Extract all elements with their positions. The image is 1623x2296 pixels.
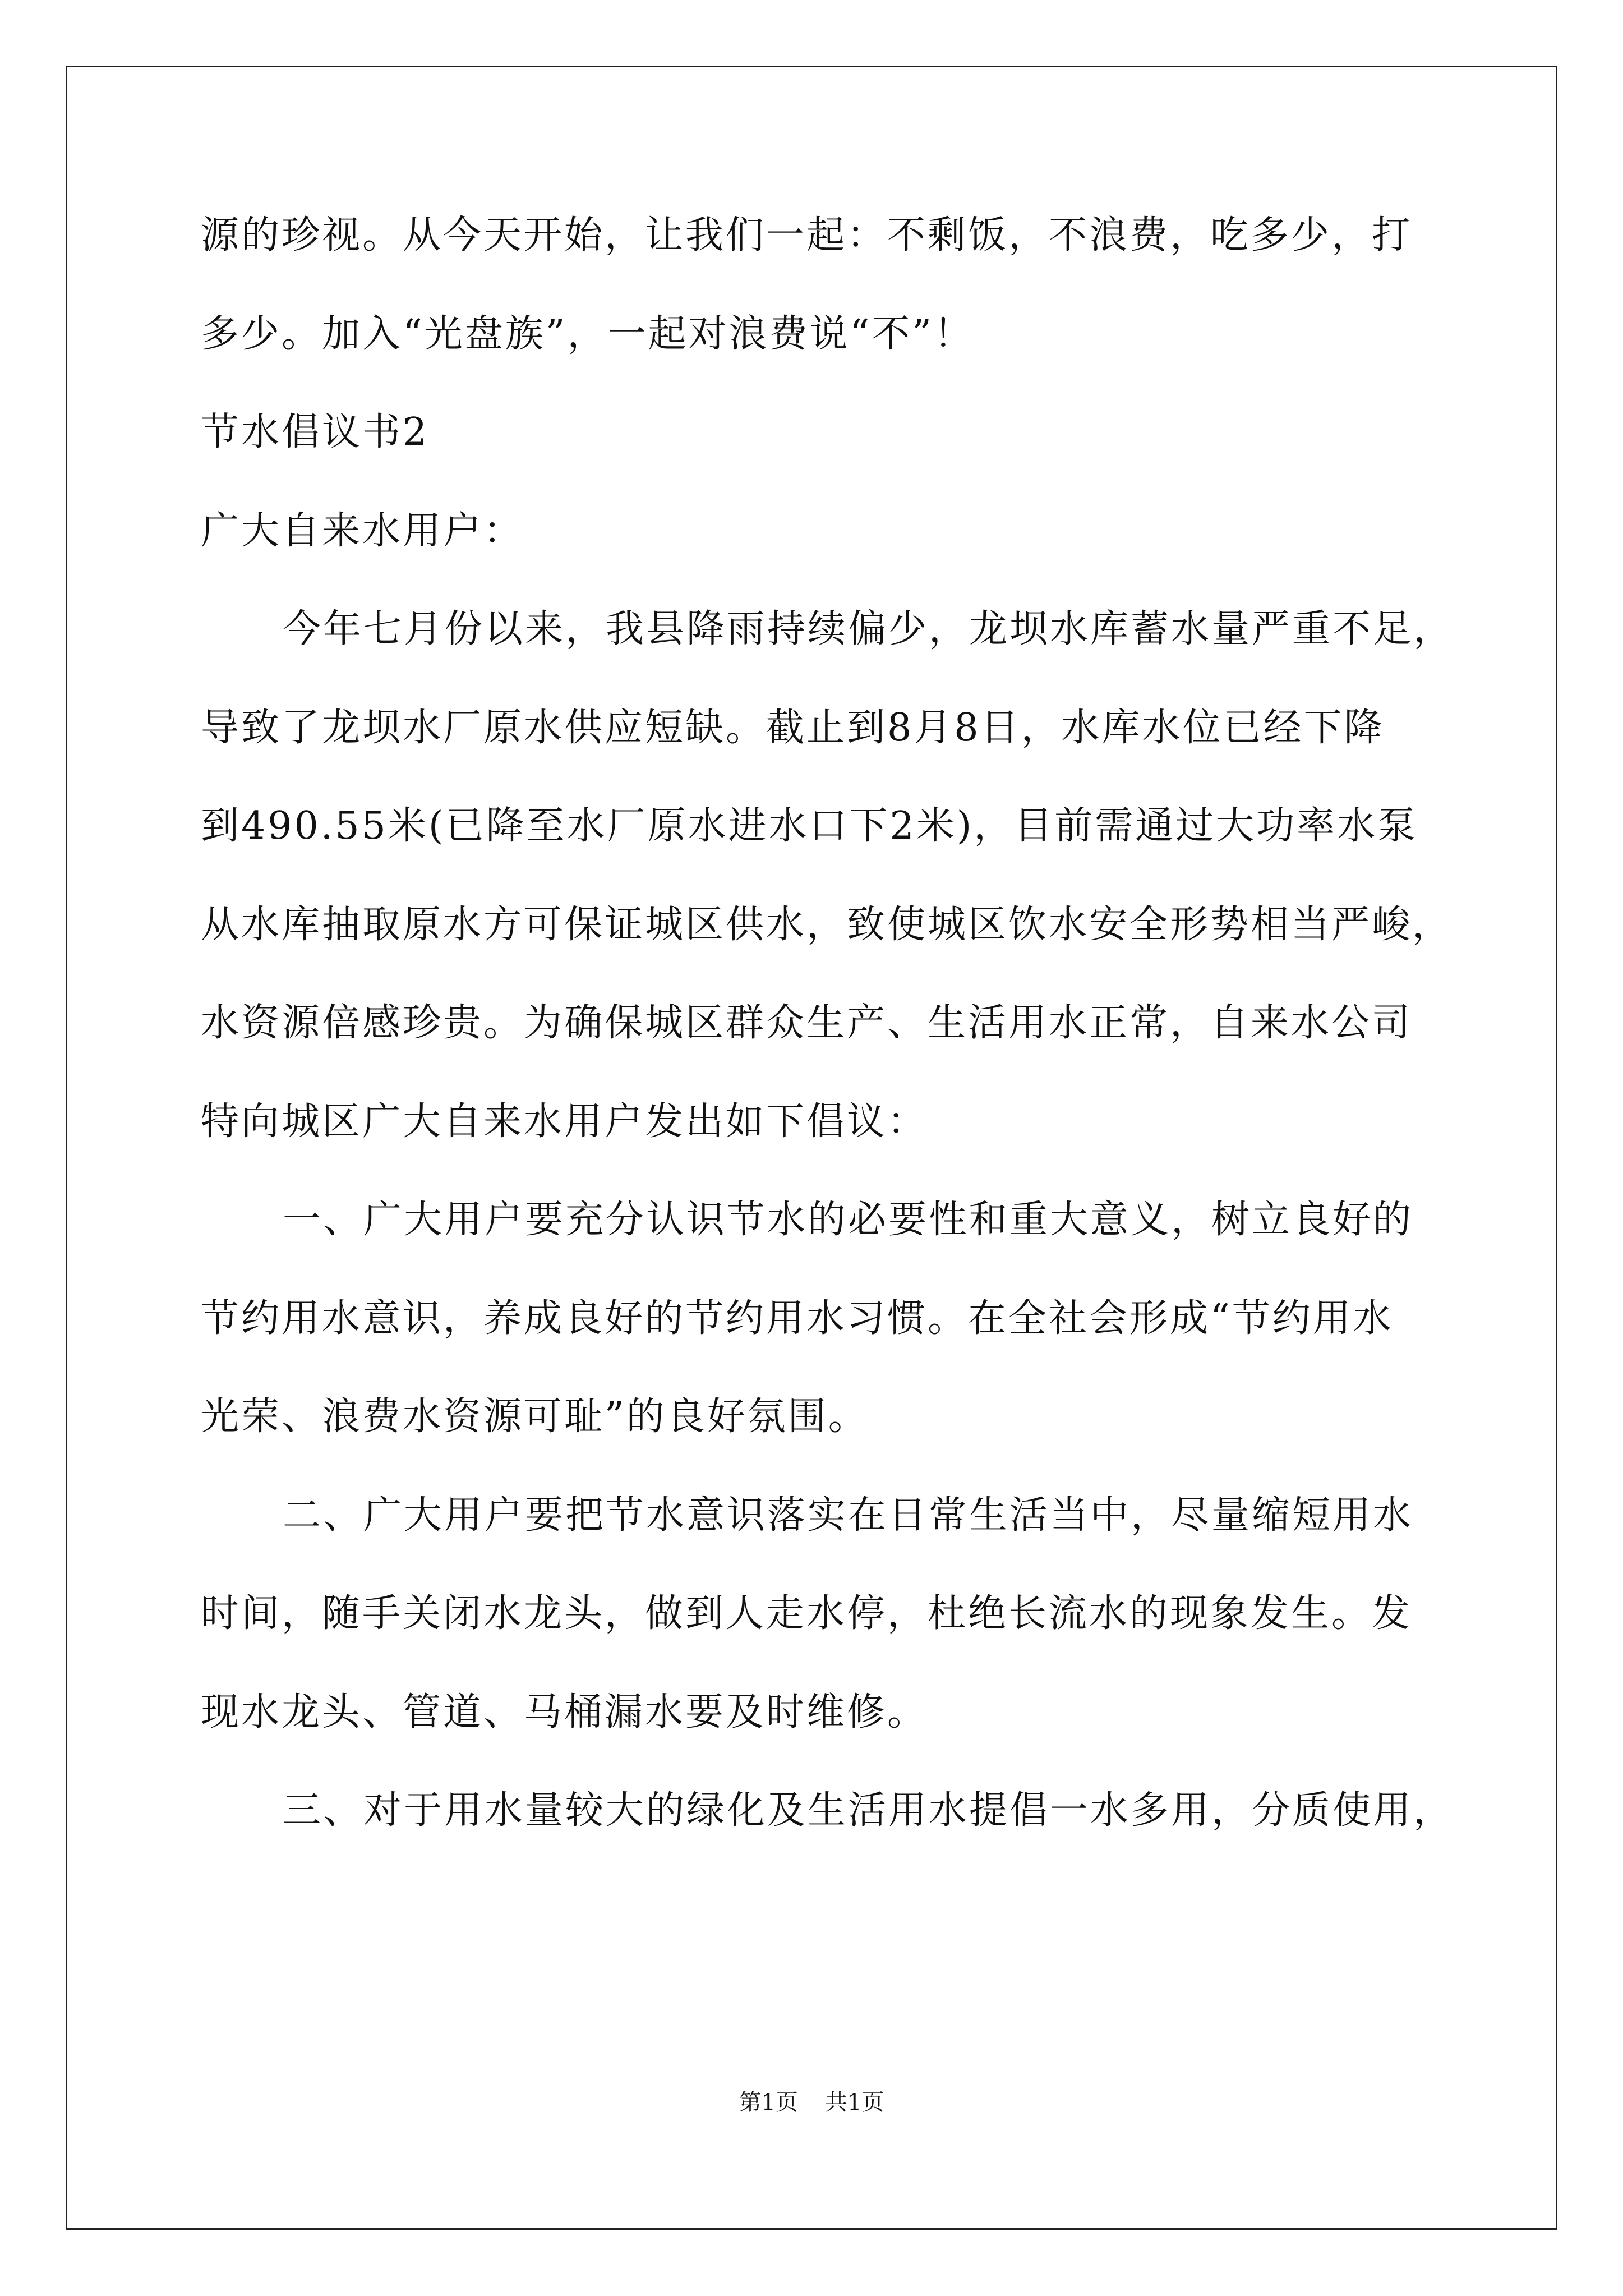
paragraph-line: 导致了龙坝水厂原水供应短缺。截止到8月8日，水库水位已经下降 [201,705,1385,750]
salutation: 广大自来水用户： [201,508,524,553]
paragraph-line: 水资源倍感珍贵。为确保城区群众生产、生活用水正常，自来水公司 [201,1001,1413,1045]
paragraph-line: 今年七月份以来，我县降雨持续偏少，龙坝水库蓄水量严重不足， [283,607,1454,651]
paragraph-line: 光荣、浪费水资源可耻”的良好氛围。 [201,1395,869,1439]
paragraph-line: 二、广大用户要把节水意识落实在日常生活当中，尽量缩短用水 [283,1493,1414,1538]
page-total: 共1页 [825,2090,884,2115]
paragraph-line: 一、广大用户要充分认识节水的必要性和重大意义，树立良好的 [283,1198,1414,1242]
paragraph-line: 三、对于用水量较大的绿化及生活用水提倡一水多用，分质使用， [283,1788,1454,1833]
paragraph-line: 多少。加入“光盘族”，一起对浪费说“不”！ [201,311,975,356]
paragraph-line: 时间，随手关闭水龙头，做到人走水停，杜绝长流水的现象发生。发 [201,1591,1413,1636]
paragraph-line: 源的珍视。从今天开始，让我们一起：不剩饭，不浪费，吃多少，打 [201,213,1413,257]
document-body [201,209,1454,1883]
paragraph-line: 从水库抽取原水方可保证城区供水，致使城区饮水安全形势相当严峻， [201,902,1453,947]
paragraph-line: 到490.55米(已降至水厂原水进水口下2米)，目前需通过大功率水泵 [201,804,1418,848]
page-footer [0,2087,1623,2118]
paragraph-line: 现水龙头、管道、马桶漏水要及时维修。 [201,1690,928,1734]
section-title: 节水倡议书2 [201,410,430,454]
paragraph-line: 特向城区广大自来水用户发出如下倡议： [201,1099,928,1144]
page-number: 第1页 [739,2090,798,2115]
paragraph-line: 节约用水意识，养成良好的节约用水习惯。在全社会形成“节约用水 [201,1296,1394,1341]
